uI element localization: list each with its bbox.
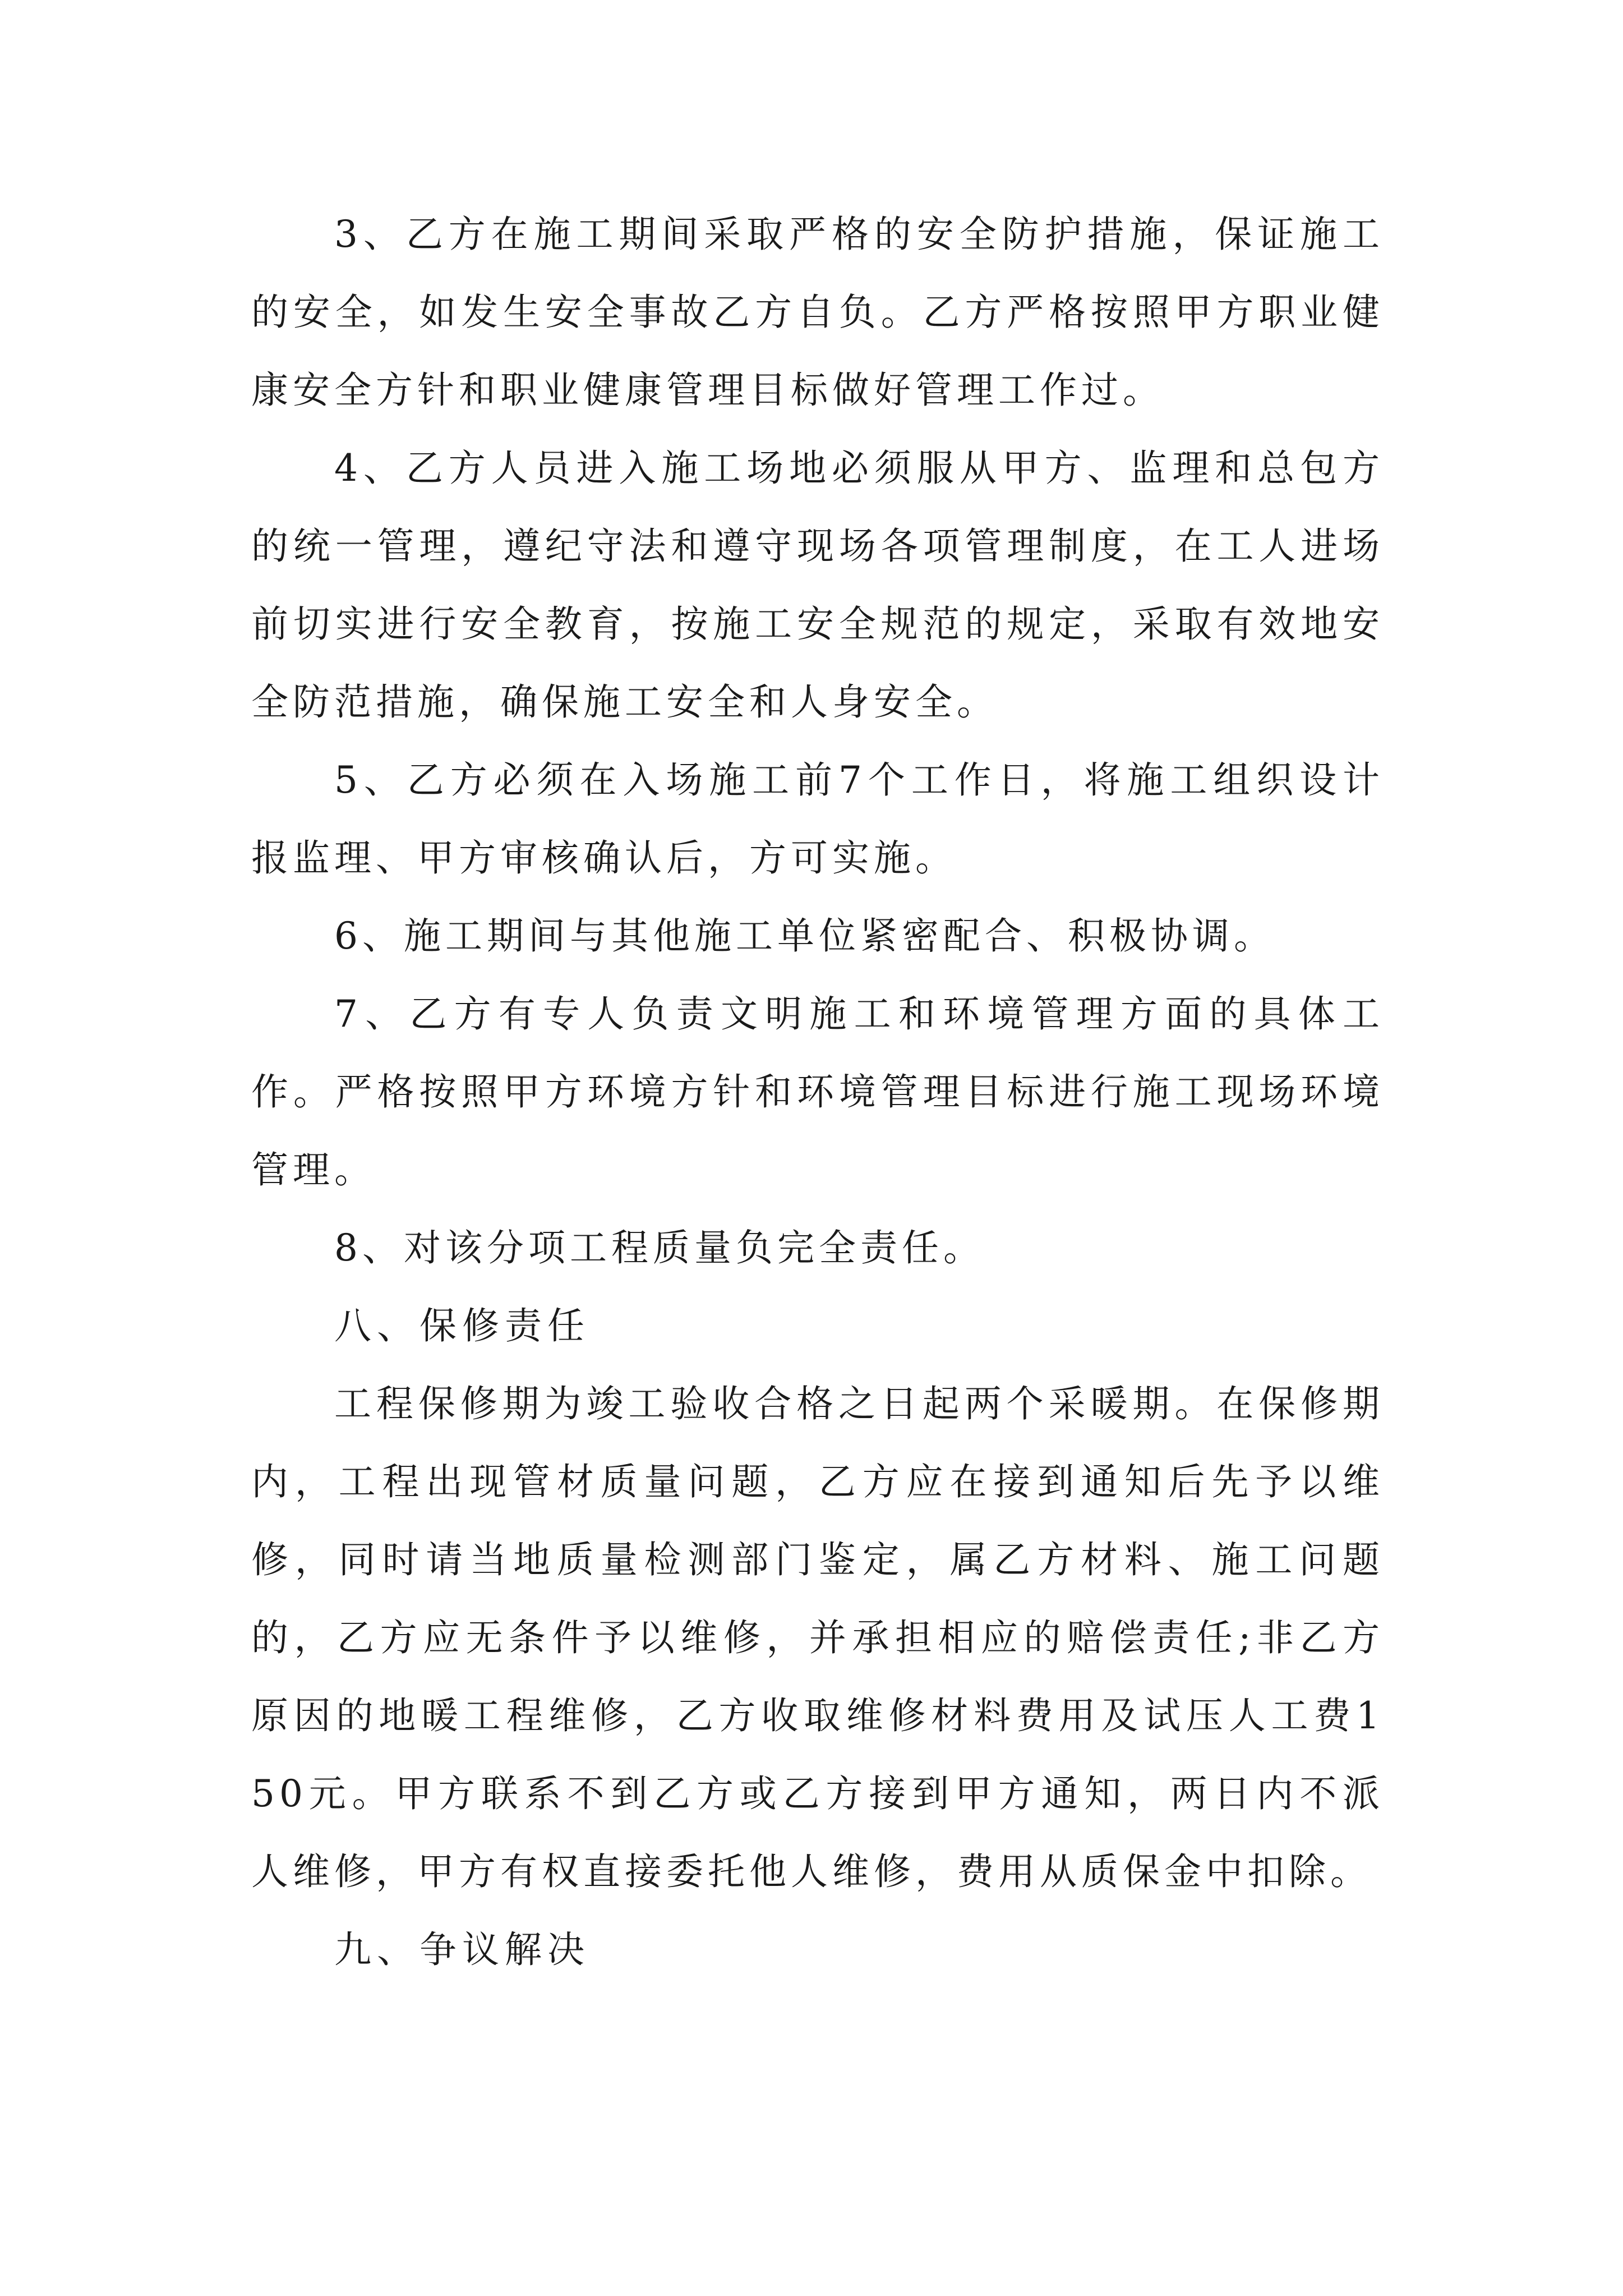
paragraph-warranty-terms: 工程保修期为竣工验收合格之日起两个采暖期。在保修期内，工程出现管材质量问题，乙方应在接到通知后先予以维修，同时请当地质量检测部门鉴定，属乙方材料、施工问题的，乙方应无条件予以维修，并承担相应的赔偿责任;非乙方原因的地暖工程维修，乙方收取维修材料费用及试压人工费150元。甲方联系不到乙方或乙方接到甲方通知，两日内不派人维修，甲方有权直接委托他人维修，费用从质保金中扣除。 [251, 1382, 1384, 1893]
section-heading-dispute: 九、争议解决 [334, 1928, 590, 1971]
paragraph-construction-plan: 5、乙方必须在入场施工前7个工作日，将施工组织设计报监理、甲方审核确认后，方可实施。 [251, 758, 1384, 880]
document-body [251, 195, 1384, 1989]
paragraph-site-management: 4、乙方人员进入施工场地必须服从甲方、监理和总包方的统一管理，遵纪守法和遵守现场各项管理制度，在工人进场前切实进行安全教育，按施工安全规范的规定，采取有效地安全防范措施，确保施工安全和人身安全。 [251, 447, 1384, 724]
paragraph-safety-measures: 3、乙方在施工期间采取严格的安全防护措施，保证施工的安全，如发生安全事故乙方自负。乙方严格按照甲方职业健康安全方针和职业健康管理目标做好管理工作过。 [251, 213, 1384, 412]
paragraph-coordination: 6、施工期间与其他施工单位紧密配合、积极协调。 [334, 914, 1275, 958]
section-heading-warranty: 八、保修责任 [334, 1304, 590, 1347]
paragraph-environment-management: 7、乙方有专人负责文明施工和环境管理方面的具体工作。严格按照甲方环境方针和环境管理目标进行施工现场环境管理。 [251, 992, 1384, 1191]
paragraph-quality-responsibility: 8、对该分项工程质量负完全责任。 [334, 1226, 985, 1269]
